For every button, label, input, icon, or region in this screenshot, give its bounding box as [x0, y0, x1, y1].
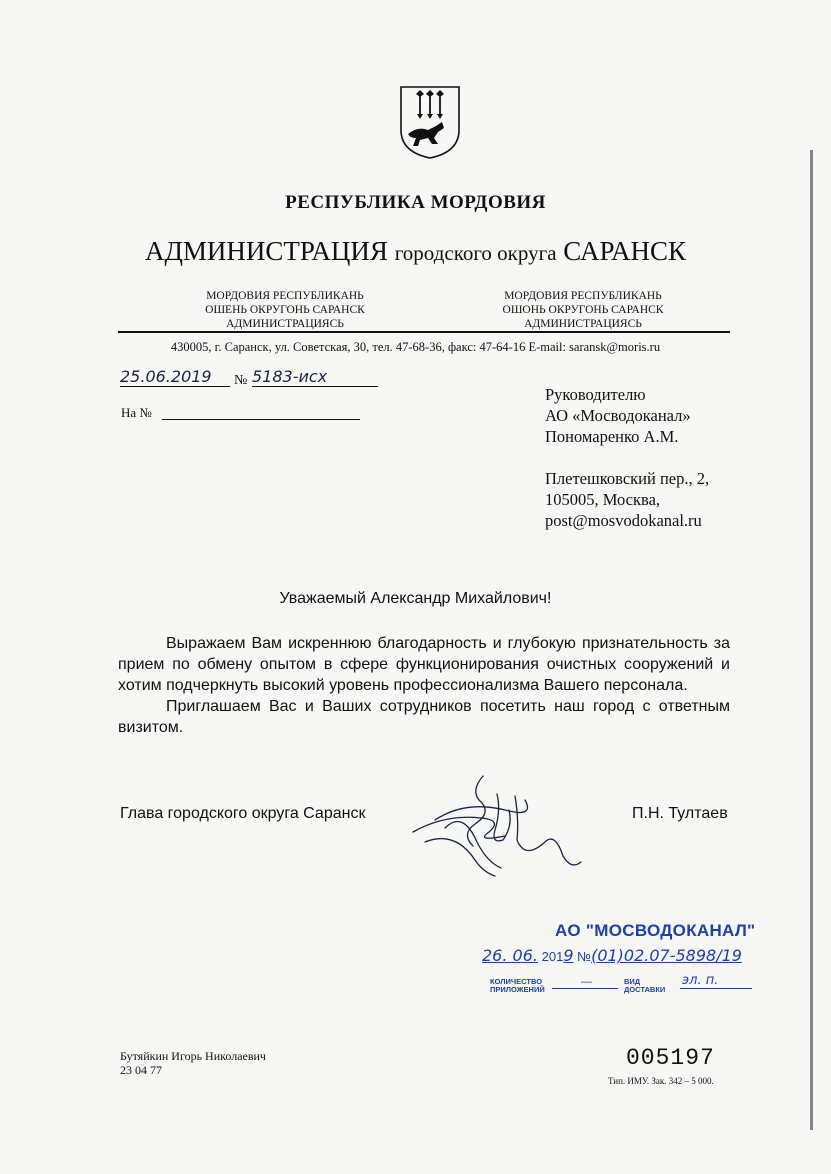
recipient-line: Руководителю — [545, 385, 646, 404]
republic-heading: РЕСПУБЛИКА МОРДОВИЯ — [285, 192, 546, 213]
number-label: № — [234, 373, 248, 388]
erzya-line: АДМИНИСТРАЦИЯСЬ — [524, 318, 642, 330]
in-reply-blank — [162, 419, 360, 420]
print-info: Тип. ИМУ. Зак. 342 – 5 000. — [608, 1076, 714, 1086]
executor-name: Бутяйкин Игорь Николаевич — [120, 1049, 266, 1063]
stamp-delivery-label — [624, 978, 665, 994]
saransk-coat-of-arms-icon — [398, 84, 462, 160]
recipient-address-line: 105005, Москва, — [545, 490, 661, 509]
scan-edge-shadow — [810, 150, 813, 1130]
recipient-block — [545, 384, 709, 531]
outgoing-date: 25.06.2019 — [120, 367, 230, 387]
signer-title: Глава городского округа Саранск — [120, 805, 366, 822]
stamp-day-month: 26. 06. — [482, 946, 538, 965]
administration-heading — [0, 236, 831, 267]
moksha-line: АДМИНИСТРАЦИЯСЬ — [226, 318, 344, 330]
stamp-number-label: № — [577, 949, 592, 964]
stamp-label-line: ПРИЛОЖЕНИЙ — [490, 985, 545, 994]
letter-body — [118, 633, 730, 738]
erzya-header-right — [488, 289, 678, 331]
moksha-header-left — [190, 289, 380, 331]
stamp-organization: АО "МОСВОДОКАНАЛ" — [555, 921, 756, 940]
moksha-line: ОШЕНЬ ОКРУГОНЬ САРАНСК — [205, 304, 365, 316]
city-name: САРАНСК — [563, 236, 687, 266]
stamp-incoming-number: (01)02.07-5898/19 — [591, 946, 742, 965]
admin-middle: городского округа — [394, 241, 557, 265]
stamp-date-number-row — [482, 946, 772, 965]
handwritten-signature — [405, 770, 605, 880]
stamp-label-line: ДОСТАВКИ — [624, 985, 666, 994]
form-serial-number: 005197 — [626, 1045, 715, 1071]
body-paragraph: Выражаем Вам искреннюю благодарность и глубокую признательность за прием по обмену опытом в сфере функционирования очистных сооружений и хотим подчеркнуть высокий уровень профессионализма Вашего персонала. — [118, 635, 730, 694]
recipient-line: Пономаренко А.М. — [545, 427, 679, 446]
in-reply-label: На № — [121, 405, 152, 420]
admin-word: АДМИНИСТРАЦИЯ — [144, 236, 388, 266]
erzya-line: МОРДОВИЯ РЕСПУБЛИКАНЬ — [504, 290, 662, 302]
stamp-qty-line — [552, 988, 618, 989]
sender-address: 430005, г. Саранск, ул. Советская, 30, тел. 47-68-36, факс: 47-64-16 E-mail: saransk@moris.ru — [170, 340, 661, 354]
stamp-qty-value: — — [581, 976, 592, 988]
body-paragraph: Приглашаем Вас и Ваших сотрудников посетить наш город с ответным визитом. — [118, 698, 730, 736]
signer-name: П.Н. Тултаев — [632, 805, 728, 822]
executor-phone: 23 04 77 — [120, 1063, 162, 1077]
registration-stamp — [480, 918, 770, 1000]
stamp-year-prefix: 201 — [541, 949, 564, 964]
moksha-line: МОРДОВИЯ РЕСПУБЛИКАНЬ — [206, 290, 364, 302]
stamp-delivery-line — [680, 988, 752, 989]
stamp-delivery-value: эл. п. — [682, 973, 719, 988]
recipient-address-line: post@mosvodokanal.ru — [545, 511, 702, 530]
recipient-address-line: Плетешковский пер., 2, — [545, 469, 710, 488]
stamp-label-line: ВИД — [624, 977, 641, 986]
executor-block — [120, 1049, 266, 1077]
header-divider — [118, 331, 730, 333]
stamp-label-line: КОЛИЧЕСТВО — [490, 977, 543, 986]
stamp-qty-label — [490, 978, 545, 994]
erzya-line: ОШОНЬ ОКРУГОНЬ САРАНСК — [502, 304, 664, 316]
outgoing-number: 5183-исх — [252, 367, 378, 387]
greeting: Уважаемый Александр Михайлович! — [279, 590, 552, 607]
recipient-line: АО «Мосводоканал» — [545, 406, 691, 425]
stamp-year-suffix: 9 — [563, 946, 574, 965]
